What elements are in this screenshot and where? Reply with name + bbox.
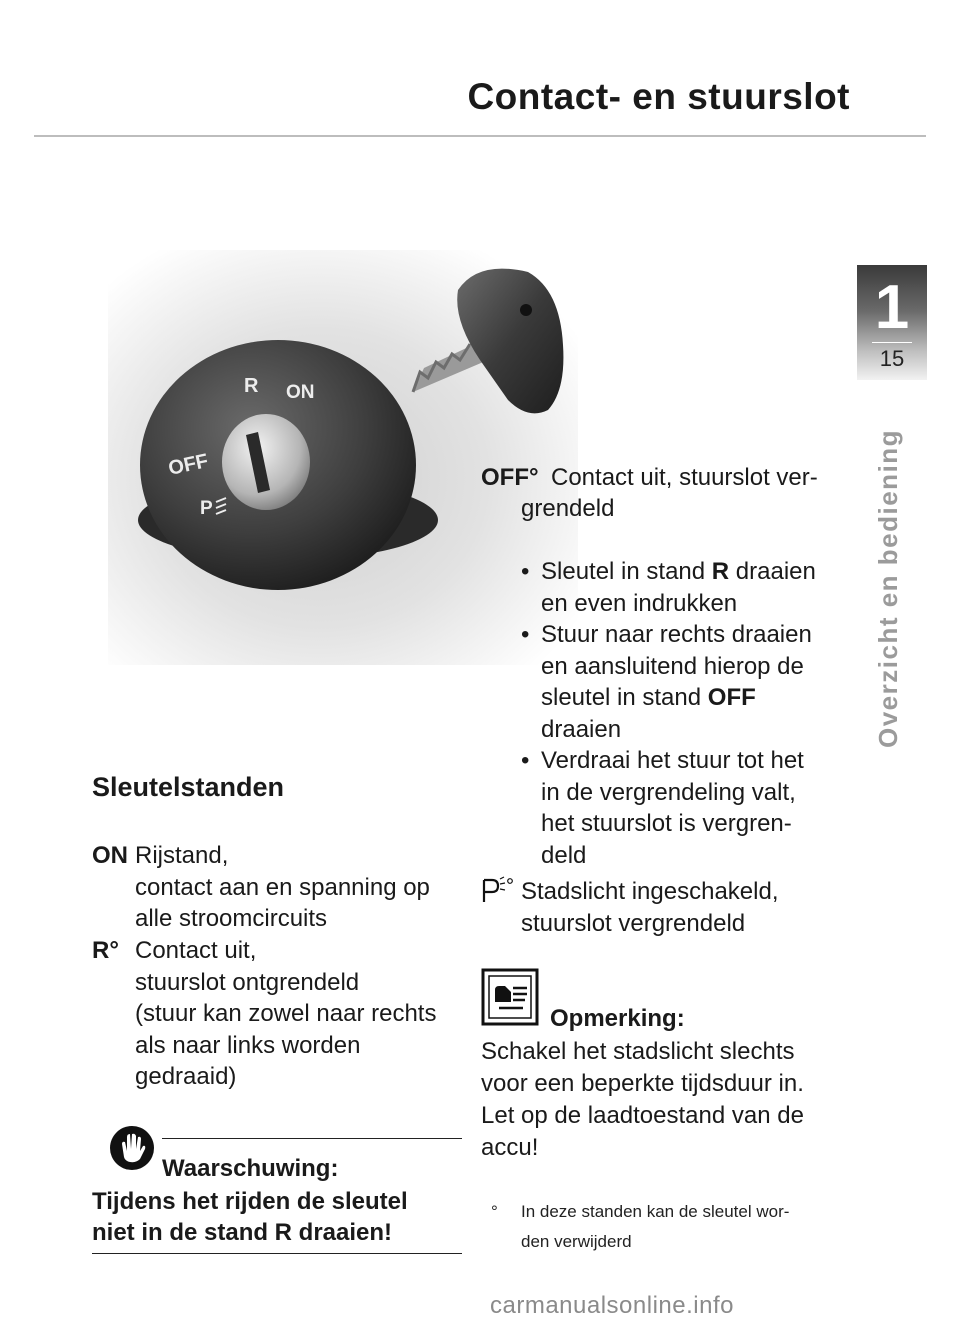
r-line: stuurslot ontgrendeld bbox=[135, 968, 360, 996]
bullet-mark: • bbox=[521, 621, 530, 648]
lock-cylinder bbox=[222, 414, 310, 510]
bullet-text: Sleutel in stand bbox=[541, 558, 712, 585]
bullet-text: sleutel in stand bbox=[541, 684, 708, 711]
watermark: carmanualsonline.info bbox=[490, 1292, 734, 1319]
key-position-on: ON bbox=[92, 842, 128, 869]
warning-line: Tijdens het rijden de sleutel bbox=[92, 1188, 408, 1215]
key-ring-hole bbox=[520, 304, 532, 316]
page-title: Contact- en stuurslot bbox=[467, 76, 850, 117]
warning-title: Waarschuwing: bbox=[162, 1155, 339, 1182]
marking-p: P bbox=[200, 498, 213, 519]
marking-off: OFF bbox=[166, 450, 211, 480]
r-description bbox=[135, 935, 436, 1093]
on-line: contact aan en spanning op bbox=[135, 873, 430, 901]
marking-on: ON bbox=[286, 382, 315, 403]
bullet-text: het stuurslot is vergren- bbox=[541, 810, 792, 837]
off-bullet-1 bbox=[521, 556, 871, 619]
parking-line: Stadslicht ingeschakeld, bbox=[521, 878, 779, 905]
off-bullet-2 bbox=[521, 619, 871, 745]
note-line: Schakel het stadslicht slechts bbox=[481, 1038, 795, 1065]
ignition-lock-photo bbox=[108, 250, 578, 665]
bullet-key-r: R bbox=[711, 558, 730, 585]
parking-light-icon bbox=[481, 876, 515, 906]
footnote-line: In deze standen kan de sleutel wor- bbox=[521, 1202, 790, 1221]
warning-hand-icon bbox=[108, 1124, 156, 1172]
key-position-off: OFF° bbox=[481, 464, 539, 491]
chapter-divider bbox=[872, 342, 912, 343]
bullet-text: Stuur naar rechts draaien bbox=[541, 621, 812, 648]
section-title: Sleutelstanden bbox=[92, 772, 285, 802]
r-line: Contact uit, bbox=[135, 937, 257, 964]
bullet-key-off: OFF bbox=[707, 684, 756, 711]
off-bullet-3 bbox=[521, 745, 871, 871]
bullet-text: Verdraai het stuur tot het bbox=[541, 747, 804, 774]
bullet-text: draaien bbox=[729, 558, 816, 585]
note-title: Opmerking: bbox=[550, 1005, 685, 1032]
chapter-number: 1 bbox=[874, 273, 910, 342]
warning-rule-top bbox=[162, 1138, 462, 1139]
note-icon bbox=[481, 968, 539, 1026]
warning-rule-bottom bbox=[92, 1253, 462, 1254]
off-line-2: grendeld bbox=[521, 495, 615, 522]
page-number: 15 bbox=[879, 346, 905, 371]
note-text bbox=[481, 1036, 851, 1164]
r-line: gedraaid) bbox=[135, 1063, 237, 1090]
on-description bbox=[135, 840, 430, 935]
bullet-mark: • bbox=[521, 558, 530, 585]
bullet-text: en aansluitend hierop de bbox=[541, 652, 804, 680]
r-line: als naar links worden bbox=[135, 1031, 361, 1059]
footnote-text bbox=[521, 1197, 789, 1257]
chapter-label: Overzicht en bediening bbox=[873, 428, 903, 748]
warning-line: niet in de stand R draaien! bbox=[92, 1219, 393, 1246]
parking-description bbox=[521, 876, 778, 939]
note-line: accu! bbox=[481, 1134, 539, 1161]
parking-line: stuurslot vergrendeld bbox=[521, 909, 746, 937]
footnote-mark: ° bbox=[491, 1202, 498, 1221]
warning-text bbox=[92, 1186, 472, 1248]
footnote-line: den verwijderd bbox=[521, 1232, 632, 1251]
bullet-text: deld bbox=[541, 841, 587, 869]
key-position-r: R° bbox=[92, 937, 119, 964]
bullet-text: in de vergrendeling valt, bbox=[541, 778, 796, 806]
bullet-mark: • bbox=[521, 747, 530, 774]
title-divider bbox=[34, 135, 926, 137]
off-line-1: Contact uit, stuurslot ver- bbox=[551, 464, 818, 491]
on-line: Rijstand, bbox=[135, 842, 229, 869]
on-line: alle stroomcircuits bbox=[135, 905, 328, 932]
r-line: (stuur kan zowel naar rechts bbox=[135, 1000, 437, 1027]
marking-r: R bbox=[244, 375, 259, 397]
bullet-text: en even indrukken bbox=[541, 589, 738, 617]
note-line: Let op de laadtoestand van de bbox=[481, 1102, 804, 1129]
note-line: voor een beperkte tijdsduur in. bbox=[481, 1070, 804, 1097]
bullet-text: draaien bbox=[541, 715, 622, 743]
